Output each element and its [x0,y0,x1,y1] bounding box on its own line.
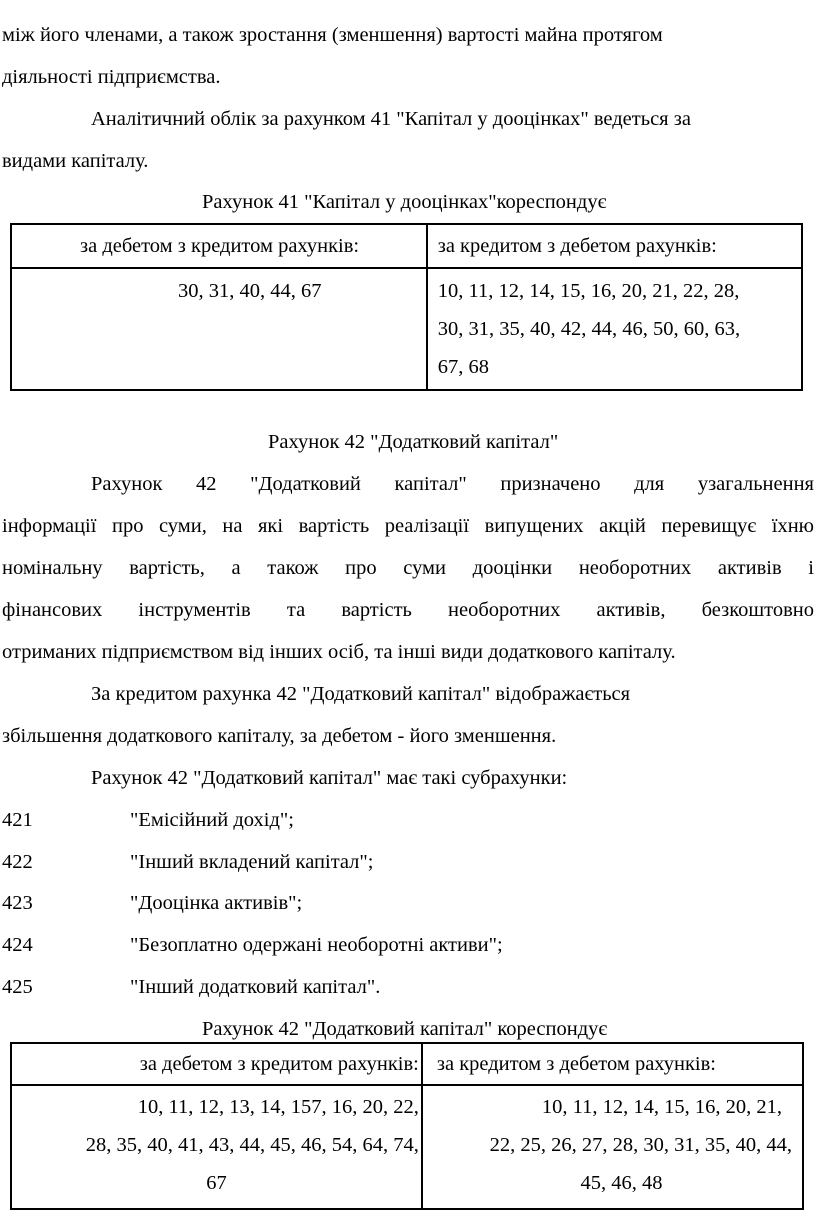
table42-debit-line: 10, 11, 12, 13, 14, 157, 16, 20, 22, [137,1096,419,1118]
table41-debit-line: 30, 31, 40, 44, 67 [178,280,322,302]
table42-credit-line: 45, 46, 48 [580,1172,663,1194]
table42-debit-header: за дебетом з кредитом рахунків: [139,1053,419,1075]
table41-credit-header: за кредитом з дебетом рахунків: [437,235,717,257]
table42-credit-header-cell [422,1043,803,1085]
subaccount-name: "Інший додатковий капітал". [130,976,381,998]
table42-debit-line: 28, 35, 40, 41, 43, 44, 45, 46, 54, 64, 74, [85,1134,419,1156]
table42-debit-cell [11,1085,422,1209]
table42-credit-line: 10, 11, 12, 14, 15, 16, 20, 21, [541,1096,782,1118]
analytic-line-2: видами капіталу. [2,150,149,172]
table42-debit-header-cell [11,1043,422,1085]
table42-caption: Рахунок 42 "Додатковий капітал" кореспондує [202,1018,608,1040]
subaccount-code: 424 [2,934,33,956]
subaccount-name: "Безоплатно одержані необоротні активи"; [130,934,503,956]
table41-credit-line: 10, 11, 12, 14, 15, 16, 20, 21, 22, 28, [437,280,740,302]
table41-credit-line: 30, 31, 35, 40, 42, 44, 46, 50, 60, 63, [437,318,741,340]
section42-para-line-3: номінальну вартість, а також про суми дооцінки необоротних активів і [2,557,814,579]
table41 [10,223,803,391]
subaccount-name: "Інший вкладений капітал"; [130,851,374,873]
table41-credit-line: 67, 68 [437,356,489,378]
table41-debit-cell [11,268,427,390]
table42-credit-header: за кредитом з дебетом рахунків: [436,1053,717,1075]
analytic-line-1: Аналітичний облік за рахунком 41 "Капітал у дооцінках" ведеться за [91,108,691,130]
section42-para-line-1: Рахунок 42 "Додатковий капітал" призначено для узагальнення [91,473,814,495]
table42-credit-cell [422,1085,803,1209]
table41-debit-header-cell [11,224,427,268]
subaccount-name: "Емісійний дохід"; [130,809,294,831]
subaccount-name: "Дооцінка активів"; [130,892,303,914]
table41-debit-header: за дебетом з кредитом рахунків: [80,235,360,257]
subaccount-code: 423 [2,892,33,914]
section42-credit-line-2: збільшення додаткового капіталу, за дебетом - його зменшення. [2,725,557,747]
section42-para-line-2: інформації про суми, на які вартість реалізації випущених акцій перевищує їхню [2,515,814,537]
intro-line-1: між його членами, а також зростання (зменшення) вартості майна протягом [2,24,663,46]
intro-line-2: діяльності підприємства. [2,66,221,88]
table41-credit-header-cell [427,224,802,268]
section42-title: Рахунок 42 "Додатковий капітал" [268,431,559,453]
table41-caption: Рахунок 41 "Капітал у дооцінках"кореспондує [202,191,607,213]
subaccount-code: 425 [2,976,33,998]
table42-debit-line: 67 [206,1172,227,1194]
table41-credit-cell [427,268,802,390]
table42-credit-line: 22, 25, 26, 27, 28, 30, 31, 35, 40, 44, [489,1134,792,1156]
section42-para-line-5: отриманих підприємством від інших осіб, та інші види додаткового капіталу. [2,641,676,663]
subaccount-code: 421 [2,809,33,831]
table42 [10,1042,804,1210]
section42-credit-line-1: За кредитом рахунка 42 "Додатковий капітал" відображається [91,683,631,705]
subaccount-code: 422 [2,851,33,873]
section42-para-line-4: фінансових інструментів та вартість необоротних активів, безкоштовно [2,599,814,621]
subaccounts-intro: Рахунок 42 "Додатковий капітал" має такі субрахунки: [91,767,568,789]
